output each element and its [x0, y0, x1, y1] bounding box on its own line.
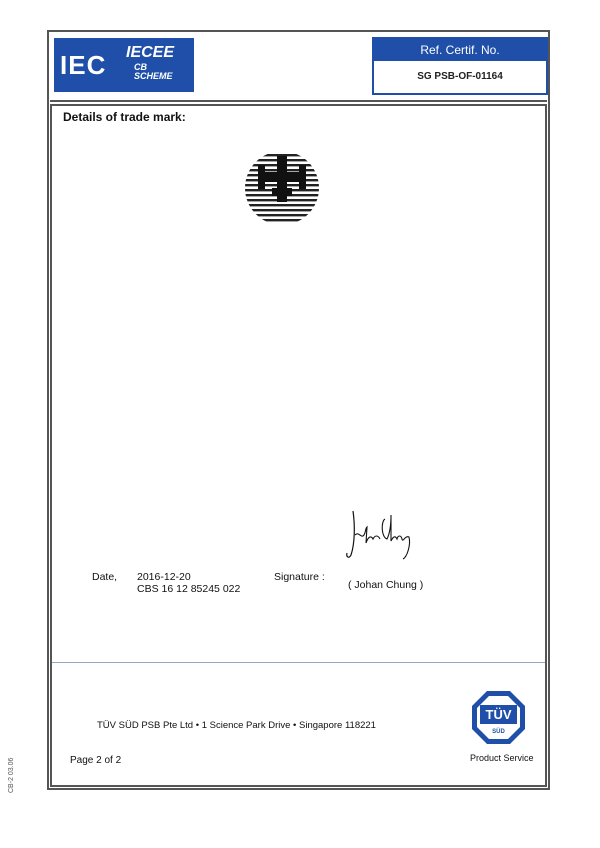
- signature-label: Signature :: [274, 571, 325, 583]
- cbs-reference: CBS 16 12 85245 022: [137, 583, 241, 595]
- cb-logo-text: CB: [134, 62, 147, 72]
- iecee-logo-text: IECEE: [126, 44, 175, 61]
- sud-logo-text: SÜD: [492, 729, 505, 735]
- company-address: TÜV SÜD PSB Pte Ltd • 1 Science Park Drive • Singapore 118221: [97, 720, 376, 731]
- date-value: 2016-12-20: [137, 571, 191, 583]
- details-trade-mark-label: Details of trade mark:: [63, 110, 186, 124]
- certificate-header: [50, 34, 547, 97]
- ref-certificate-title: Ref. Certif. No.: [374, 39, 546, 61]
- handwritten-signature: [345, 505, 415, 563]
- trade-mark-logo: [244, 150, 320, 226]
- tuv-sud-logo: [471, 690, 526, 745]
- ref-certificate-number: SG PSB-OF-01164: [417, 71, 503, 82]
- page-number: Page 2 of 2: [70, 755, 122, 766]
- date-label: Date,: [92, 571, 118, 583]
- signatory-name: ( Johan Chung ): [348, 579, 424, 591]
- cb-scheme-text: [134, 63, 173, 81]
- footer-divider: [52, 662, 545, 663]
- scheme-logo-text: SCHEME: [134, 71, 173, 81]
- iec-logo-text: IEC: [60, 50, 107, 80]
- ref-certificate-box: [372, 37, 548, 95]
- form-code: CB-2 03.06: [8, 757, 15, 793]
- tuv-logo-text: TÜV: [485, 707, 512, 722]
- header-divider: [50, 100, 547, 102]
- iecee-cb-logo: [124, 44, 190, 88]
- product-service-label: Product Service: [470, 753, 534, 763]
- iec-iecee-logo: [54, 38, 194, 92]
